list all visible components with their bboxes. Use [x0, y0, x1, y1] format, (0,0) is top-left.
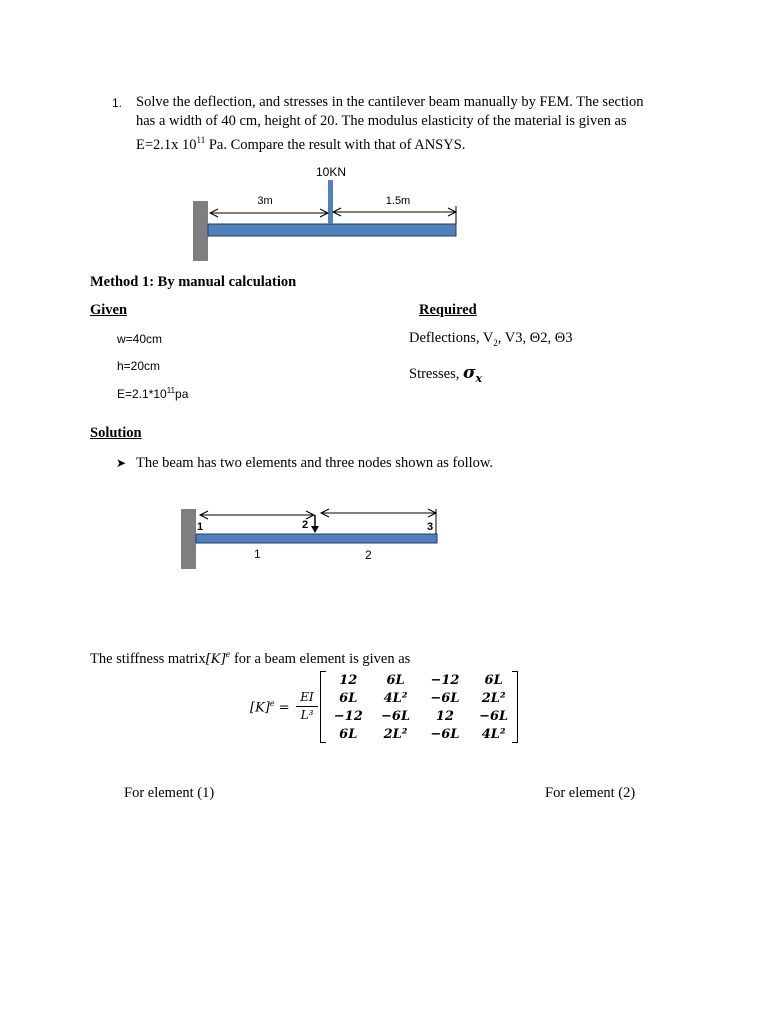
cantilever-figure [180, 160, 480, 265]
problem-line-2: has a width of 40 cm, height of 20. The modulus elasticity of the material is given as [136, 113, 627, 129]
required-deflections: Deflections, $V_2$, V3, Θ2, Θ3 [409, 330, 573, 348]
matrix-row [326, 707, 518, 725]
load-label: 10KN [315, 165, 347, 179]
problem-line-3: E=2.1x $10^{11}$ Pa. Compare the result with that of ANSYS. [136, 135, 466, 153]
matrix-row [326, 689, 518, 707]
required-stresses: Stresses, $\sigma_x$ [409, 363, 483, 385]
fixed-support-2 [181, 509, 196, 569]
given-width: w=40cm [117, 332, 163, 346]
matrix-cell: 2L² [481, 690, 506, 706]
fraction-bar [296, 706, 318, 707]
problem-number: 1. [112, 96, 123, 110]
element-node-figure [175, 505, 445, 575]
matrix-body [326, 671, 518, 743]
matrix-row [326, 725, 518, 743]
given-modulus: $E=2.1*10^{11}pa$ [117, 386, 189, 401]
element-1-caption: For element (1) [124, 785, 215, 801]
method-heading: Method 1: By manual calculation [90, 274, 297, 290]
element-2-caption: For element (2) [545, 785, 636, 801]
beam [208, 224, 456, 236]
matrix-row [326, 671, 518, 689]
load-arrow [328, 180, 333, 224]
dim-label-3m: 3m [257, 195, 273, 207]
required-heading: Required [419, 302, 477, 318]
matrix-cell: −6L [430, 690, 460, 706]
matrix-cell: −6L [479, 708, 509, 724]
node-2-label: 2 [302, 519, 309, 531]
matrix-coefficient [296, 690, 318, 723]
matrix-cell: 2L² [383, 726, 408, 742]
given-height: h=20cm [117, 359, 161, 373]
element-2-label: 2 [365, 548, 372, 562]
dim-label-1-5m: 1.5m [385, 195, 411, 207]
matrix-cell: −12 [430, 672, 460, 688]
matrix-cell: −6L [430, 726, 460, 742]
matrix-cell: 12 [435, 708, 454, 724]
matrix-cell: 6L [339, 690, 358, 706]
node-3-label: 3 [427, 521, 434, 533]
matrix-cell: 4L² [481, 726, 506, 742]
fixed-support [193, 201, 208, 261]
matrix-cell: 6L [339, 726, 358, 742]
matrix-cell: 6L [484, 672, 503, 688]
matrix-cell: 4L² [383, 690, 408, 706]
beam-2 [196, 534, 437, 543]
solution-heading: Solution [90, 425, 142, 441]
matrix-cell: 6L [386, 672, 405, 688]
coefficient-denominator: L³ [300, 708, 314, 722]
matrix-cell: 12 [339, 672, 358, 688]
matrix-cell: −6L [381, 708, 411, 724]
problem-line-1: Solve the deflection, and stresses in the cantilever beam manually by FEM. The section [136, 94, 644, 110]
stiffness-intro: The stiffness $matrix[K]^e$ for a beam element is given as [90, 650, 411, 667]
element-1-label: 1 [254, 547, 261, 561]
coefficient-numerator: EI [300, 690, 314, 704]
load-arrow-head-2 [311, 526, 319, 533]
bullet-arrow-icon: ➤ [116, 456, 127, 470]
stiffness-matrix [320, 671, 518, 743]
node-1-label: 1 [197, 521, 204, 533]
solution-bullet: The beam has two elements and three nodes shown as follow. [136, 455, 494, 471]
given-heading: Given [90, 302, 128, 318]
matrix-lhs: $[K]^e$ = [250, 699, 290, 716]
matrix-cell: −12 [333, 708, 363, 724]
